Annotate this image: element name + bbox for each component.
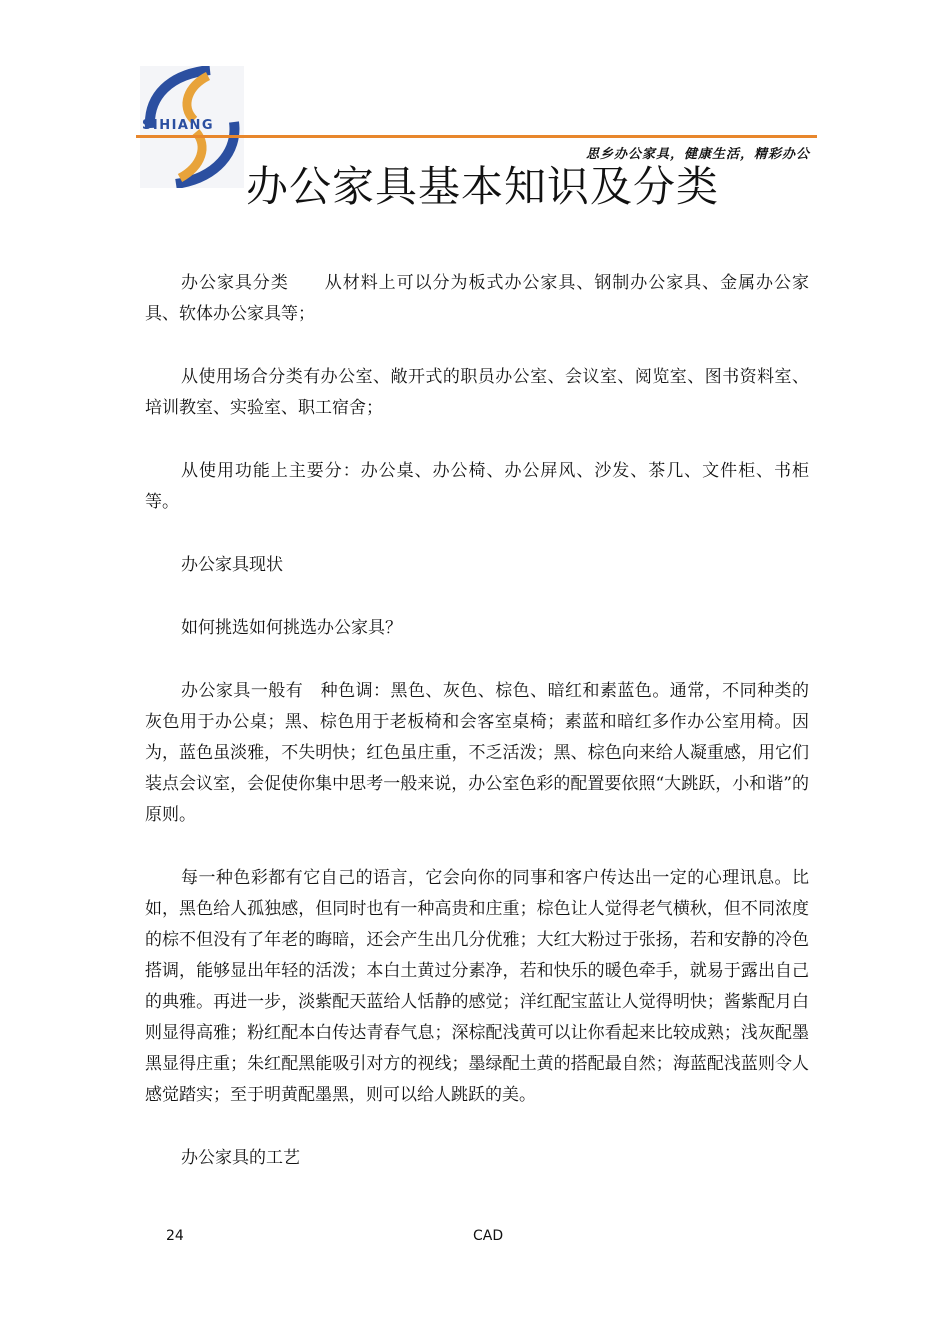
paragraph: 每一种色彩都有它自己的语言，它会向你的同事和客户传达出一定的心理讯息。比如，黑色给人孤独感，但同时也有一种高贵和庄重；棕色让人觉得老气横秋，但不同浓度的棕不但没有了年老的晦暗，还会产生出几分优雅；大红大粉过于张扬，若和安静的冷色搭调，能够显出年轻的活泼；本白土黄过分素净，若和快乐的暖色牵手，就易于露出自己的典雅。再进一步，淡紫配天蓝给人恬静的感觉；洋红配宝蓝让人觉得明快；酱紫配月白则显得高雅；粉红配本白传达青春气息；深棕配浅黄可以让你看起来比较成熟；浅灰配墨黑显得庄重；朱红配黑能吸引对方的视线；墨绿配土黄的搭配最自然；海蓝配浅蓝则令人感觉踏实；至于明黄配墨黑，则可以给人跳跃的美。 bbox=[145, 868, 809, 1105]
paragraph: 办公家具一般有 种色调：黑色、灰色、棕色、暗红和素蓝色。通常，不同种类的灰色用于办公桌；黑、棕色用于老板椅和会客室桌椅；素蓝和暗红多作办公室用椅。因为，蓝色虽淡雅，不失明快；红色虽庄重，不乏活泼；黑、棕色向来给人凝重感，用它们装点会议室，会促使你集中思考一般来说，办公室色彩的配置要依照“大跳跃，小和谐”的原则。 bbox=[145, 681, 809, 825]
footer-text: CAD bbox=[473, 1228, 504, 1244]
paragraph: 从使用场合分类有办公室、敞开式的职员办公室、会议室、阅览室、图书资料室、培训教室、实验室、职工宿舍； bbox=[145, 367, 809, 418]
paragraph: 办公家具分类 从材料上可以分为板式办公家具、钢制办公家具、金属办公家具、软体办公家具等； bbox=[145, 273, 809, 324]
section-heading: 办公家具现状 bbox=[181, 555, 283, 575]
logo-text: SIHIANG bbox=[142, 118, 215, 133]
document-title: 办公家具基本知识及分类 bbox=[246, 162, 720, 211]
section-heading: 如何挑选如何挑选办公家具？ bbox=[181, 618, 402, 638]
header-rule bbox=[136, 135, 817, 138]
document-body bbox=[145, 268, 809, 1206]
section-heading: 办公家具的工艺 bbox=[181, 1148, 300, 1168]
page-number: 24 bbox=[166, 1228, 184, 1244]
header-slogan: 思乡办公家具，健康生活，精彩办公 bbox=[585, 147, 810, 162]
paragraph: 从使用功能上主要分：办公桌、办公椅、办公屏风、沙发、茶几、文件柜、书柜等。 bbox=[145, 461, 809, 512]
